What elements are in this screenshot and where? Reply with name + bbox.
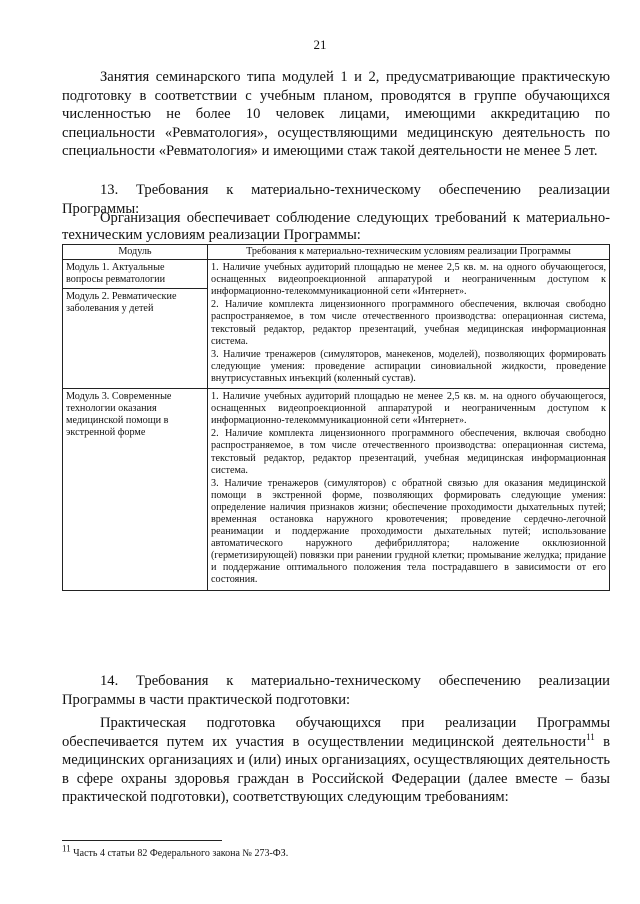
footnote-separator — [62, 840, 222, 841]
requirements-cell-group2 — [208, 389, 610, 591]
requirement-item: 1. Наличие учебных аудиторий площадью не менее 2,5 кв. м. на одного обучающегося, оснащенных видеопроекционной аппаратурой и неограниченным доступом к информационно-телекоммуникационной сети «Интернет». — [211, 391, 606, 427]
page-number: 21 — [313, 37, 327, 52]
module-cell-group1 — [63, 260, 208, 389]
requirement-item: 2. Наличие комплекта лицензионного программного обеспечения, включая свободно распространяемое, в том числе отечественного производства: операционная система, текстовый редактор, редактор презентаций, учебная медицинская информационная система. — [211, 299, 606, 347]
section-14-heading: 14. Требования к материально-техническому обеспечению реализации Программы в части практической подготовки: — [62, 673, 610, 708]
table-row — [63, 389, 610, 591]
header-module: Модуль — [63, 245, 208, 260]
paragraph-practical-training — [62, 714, 610, 807]
requirement-item: 3. Наличие тренажеров (симуляторов, манекенов, моделей), позволяющих формировать следующие умения: проведение аспирации синовиальной жидкости, проведение внутрисуставных инъекций (коленный сустав). — [211, 348, 606, 384]
module-2-name: Модуль 2. Ревматические заболевания у детей — [66, 291, 177, 315]
footnote — [62, 843, 610, 860]
paragraph-practical-training-continued: в медицинских организациях и (или) иных организациях, осуществляющих деятельность в сфере охраны здоровья граждан в Российской Федерации (далее вместе – базы практической подготовки), соответствующих следующим требованиям: — [62, 733, 610, 806]
requirements-table — [62, 244, 610, 591]
section-13-heading: 13. Требования к материально-техническому обеспечению реализации Программы: — [62, 182, 610, 217]
header-requirements: Требования к материально-техническим условиям реализации Программы — [208, 245, 610, 260]
requirement-item: 3. Наличие тренажеров (симуляторов) с обратной связью для оказания медицинской помощи в экстренной форме, позволяющих формировать следующие умения: определение наличия признаков жизни; обеспечение проходимости дыхательных путей; временная остановка наружного кровотечения; проведение сердечно-легочной реанимации и поддержание проходимости дыхательных путей; использование автоматического наружного дефибриллятора; наложение окклюзионной (герметизирующей) повязки при ранении грудной клетки; промывание желудка; придание и поддержание оптимального положения тела пострадавшего в зависимости от его состояния. — [211, 477, 606, 586]
footnote-reference: 11 — [586, 731, 595, 742]
paragraph-practical-training-text: Практическая подготовка обучающихся при реализации Программы обеспечивается путем их участия в осуществлении медицинской деятельности — [62, 715, 610, 750]
footnote-text: Часть 4 статьи 82 Федерального закона № 273-ФЗ. — [70, 848, 289, 859]
footnote-marker: 11 — [62, 843, 71, 854]
paragraph-seminar-classes: Занятия семинарского типа модулей 1 и 2, предусматривающие практическую подготовку в соответствии с учебным планом, проводятся в группе обучающихся численностью не более 10 человек лицами, имеющими аккредитацию по специальности «Ревматология», осуществляющими медицинскую деятельность по специальности «Ревматология» и имеющими стаж такой деятельности не менее 5 лет. — [62, 69, 610, 160]
requirement-item: 1. Наличие учебных аудиторий площадью не менее 2,5 кв. м. на одного обучающегося, оснащенных видеопроекционной аппаратурой и неограниченным доступом к информационно-телекоммуникационной сети «Интернет». — [211, 262, 606, 298]
requirement-item: 2. Наличие комплекта лицензионного программного обеспечения, включая свободно распространяемое, в том числе отечественного производства: операционная система, текстовый редактор, редактор презентаций, учебная медицинская информационная система. — [211, 428, 606, 476]
module-3-name: Модуль 3. Современные технологии оказания медицинской помощи в экстренной форме — [63, 389, 208, 591]
module-1-name: Модуль 1. Актуальные вопросы ревматологии — [63, 260, 207, 289]
paragraph-organization-requirements: Организация обеспечивает соблюдение следующих требований к материально-техническим условиям реализации Программы: — [62, 210, 610, 243]
requirements-cell-group1 — [208, 260, 610, 389]
table-header-row — [63, 245, 610, 260]
table-row — [63, 260, 610, 389]
